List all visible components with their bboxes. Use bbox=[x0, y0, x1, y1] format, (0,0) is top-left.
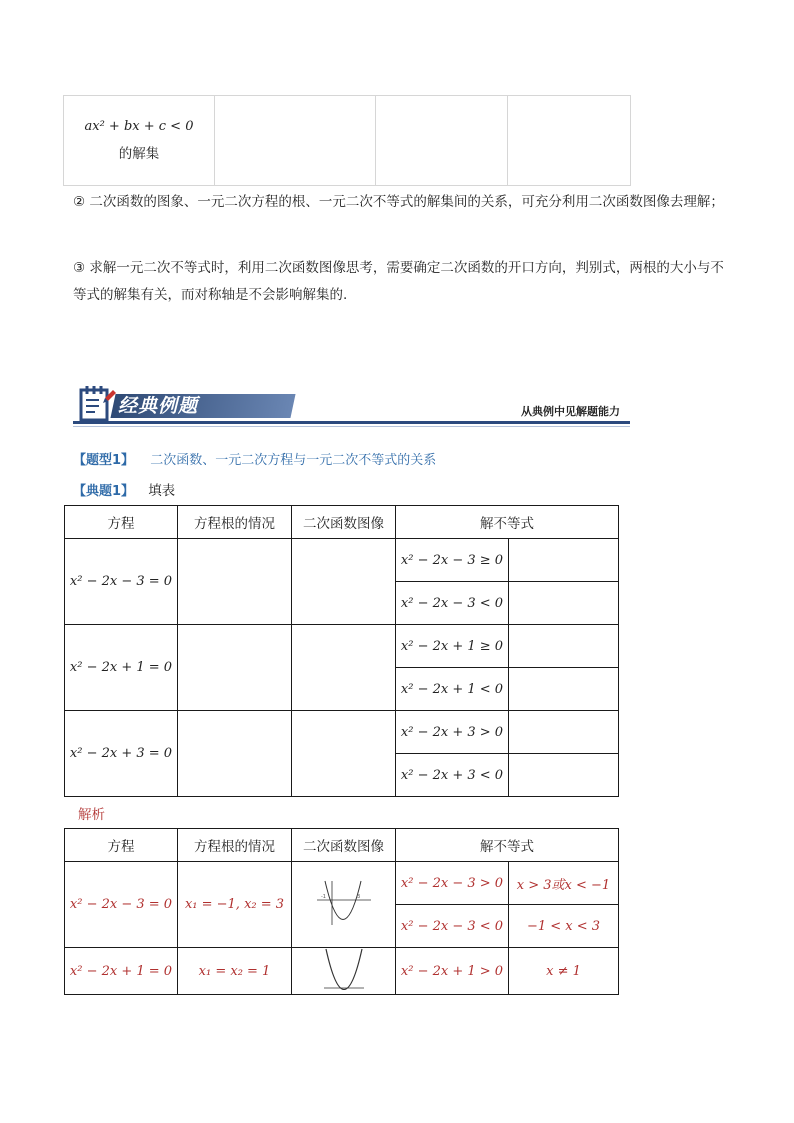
top-table-cell bbox=[215, 96, 376, 186]
inequality-cell: x² − 2x + 3 < 0 bbox=[396, 754, 509, 797]
answer-solution-cell: −1 < x < 3 bbox=[509, 905, 619, 948]
graph-tick-right: 3 bbox=[356, 893, 360, 900]
top-table-cell bbox=[376, 96, 508, 186]
topic-label bbox=[73, 449, 436, 468]
parabola-graph-two-roots bbox=[314, 878, 374, 928]
graph-cell-blank bbox=[292, 711, 396, 797]
analysis-label: 解析 bbox=[78, 807, 105, 823]
equation-cell: x² − 2x + 3 = 0 bbox=[65, 711, 178, 797]
paragraph-2: ② 二次函数的图象、一元二次方程的根、一元二次不等式的解集间的关系，可充分利用二次函数图像去理解； bbox=[73, 194, 724, 210]
header-inequality: 解不等式 bbox=[396, 506, 619, 539]
inequality-cell: x² − 2x + 3 > 0 bbox=[396, 711, 509, 754]
answer-equation-cell: x² − 2x + 1 = 0 bbox=[65, 948, 178, 995]
banner-underline-thin bbox=[73, 426, 630, 427]
top-table-label-cell bbox=[64, 96, 215, 186]
solution-cell-blank bbox=[509, 668, 619, 711]
graph-cell-blank bbox=[292, 625, 396, 711]
graph-tick-left: -1 bbox=[320, 893, 326, 900]
top-caption: 的解集 bbox=[118, 146, 160, 162]
solution-cell-blank bbox=[509, 754, 619, 797]
header-inequality: 解不等式 bbox=[396, 829, 619, 862]
header-roots: 方程根的情况 bbox=[178, 829, 292, 862]
graph-cell-blank bbox=[292, 539, 396, 625]
equation-cell: x² − 2x + 1 = 0 bbox=[65, 625, 178, 711]
answer-roots-cell: x₁ = −1, x₂ = 3 bbox=[178, 862, 292, 948]
top-inequality: ax² + bx + c < 0 bbox=[84, 119, 194, 134]
equation-cell: x² − 2x − 3 = 0 bbox=[65, 539, 178, 625]
answer-roots-cell: x₁ = x₂ = 1 bbox=[178, 948, 292, 995]
roots-cell-blank bbox=[178, 711, 292, 797]
answer-table bbox=[64, 828, 619, 995]
answer-equation-cell: x² − 2x − 3 = 0 bbox=[65, 862, 178, 948]
example-tag: 【典题1】 bbox=[73, 484, 135, 499]
notebook-icon bbox=[75, 384, 117, 424]
solution-cell-blank bbox=[509, 711, 619, 754]
roots-cell-blank bbox=[178, 625, 292, 711]
parabola-graph-double-root bbox=[322, 948, 366, 990]
banner-underline bbox=[73, 421, 630, 424]
banner-title: 经典例题 bbox=[118, 395, 199, 417]
solution-cell-blank bbox=[509, 582, 619, 625]
top-table bbox=[63, 95, 631, 186]
roots-cell-blank bbox=[178, 539, 292, 625]
answer-solution-cell: x ≠ 1 bbox=[509, 948, 619, 995]
answer-inequality-cell: x² − 2x − 3 < 0 bbox=[396, 905, 509, 948]
section-banner bbox=[73, 386, 630, 428]
answer-solution-cell: x > 3或x < −1 bbox=[509, 862, 619, 905]
answer-graph-cell bbox=[292, 862, 396, 948]
header-graph: 二次函数图像 bbox=[292, 829, 396, 862]
header-equation: 方程 bbox=[65, 829, 178, 862]
top-table-cell bbox=[508, 96, 631, 186]
banner-slogan: 从典例中见解题能力 bbox=[521, 405, 620, 418]
solution-cell-blank bbox=[509, 625, 619, 668]
question-table bbox=[64, 505, 619, 797]
answer-inequality-cell: x² − 2x − 3 > 0 bbox=[396, 862, 509, 905]
example-label bbox=[73, 479, 175, 499]
paragraph-3: ③ 求解一元二次不等式时，利用二次函数图像思考，需要确定二次函数的开口方向，判别式，两根的大小与不等式的解集有关，而对称轴是不会影响解集的. bbox=[73, 260, 724, 303]
topic-title: 二次函数、一元二次方程与一元二次不等式的关系 bbox=[150, 453, 437, 468]
inequality-cell: x² − 2x − 3 ≥ 0 bbox=[396, 539, 509, 582]
header-roots: 方程根的情况 bbox=[178, 506, 292, 539]
solution-cell-blank bbox=[509, 539, 619, 582]
inequality-cell: x² − 2x − 3 < 0 bbox=[396, 582, 509, 625]
inequality-cell: x² − 2x + 1 < 0 bbox=[396, 668, 509, 711]
answer-graph-cell bbox=[292, 948, 396, 995]
answer-inequality-cell: x² − 2x + 1 > 0 bbox=[396, 948, 509, 995]
example-title: 填表 bbox=[148, 483, 176, 499]
topic-tag: 【题型1】 bbox=[73, 453, 135, 468]
header-graph: 二次函数图像 bbox=[292, 506, 396, 539]
inequality-cell: x² − 2x + 1 ≥ 0 bbox=[396, 625, 509, 668]
header-equation: 方程 bbox=[65, 506, 178, 539]
